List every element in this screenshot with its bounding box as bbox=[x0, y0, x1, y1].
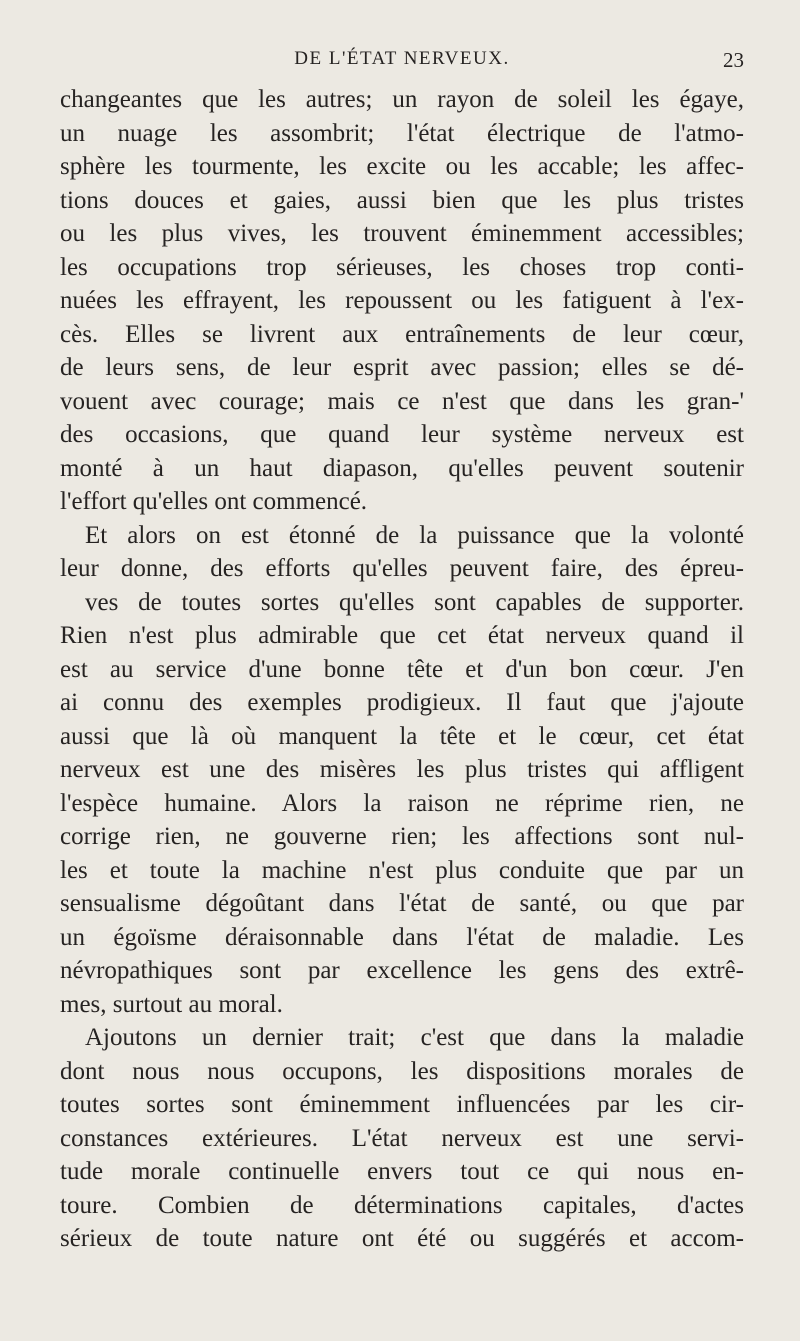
text-line: toutes sortes sont éminemment influencées par les cir- bbox=[60, 1091, 744, 1118]
text-line: sensualisme dégoûtant dans l'état de santé, ou que par bbox=[60, 890, 744, 917]
text-line: ai connu des exemples prodigieux. Il faut que j'ajoute bbox=[60, 689, 744, 716]
text-line: mes, surtout au moral. bbox=[60, 990, 283, 1018]
paragraph-start-line: Et alors on est étonné de la puissance que la volonté bbox=[85, 521, 744, 549]
text-line: toure. Combien de déterminations capitales, d'actes bbox=[60, 1191, 744, 1219]
page-number: 23 bbox=[723, 48, 744, 72]
text-line: Rien n'est plus admirable que cet état nerveux quand il bbox=[60, 622, 744, 649]
text-line: nerveux est une des misères les plus tristes qui affligent bbox=[60, 756, 744, 783]
body-text bbox=[60, 83, 744, 1256]
text-line: aussi que là où manquent la tête et le cœur, cet état bbox=[60, 722, 744, 750]
text-line: constances extérieures. L'état nerveux est une servi- bbox=[60, 1124, 744, 1152]
text-line: changeantes que les autres; un rayon de soleil les égaye, bbox=[60, 86, 744, 113]
text-line: cès. Elles se livrent aux entraînements de leur cœur, bbox=[60, 320, 744, 348]
text-line: un nuage les assombrit; l'état électrique de l'atmo- bbox=[60, 119, 744, 147]
text-line: un égoïsme déraisonnable dans l'état de maladie. Les bbox=[60, 923, 744, 951]
text-line: l'espèce humaine. Alors la raison ne réprime rien, ne bbox=[60, 789, 744, 817]
text-line: les occupations trop sérieuses, les choses trop conti- bbox=[60, 253, 744, 281]
text-line: des occasions, que quand leur système nerveux est bbox=[60, 421, 744, 448]
text-line: tude morale continuelle envers tout ce qui nous en- bbox=[60, 1158, 744, 1185]
text-line: sphère les tourmente, les excite ou les accable; les affec- bbox=[60, 153, 744, 180]
text-line: tions douces et gaies, aussi bien que les plus tristes bbox=[60, 186, 744, 214]
text-line: est au service d'une bonne tête et d'un bon cœur. J'en bbox=[60, 655, 744, 683]
text-line: nuées les effrayent, les repoussent ou les fatiguent à l'ex- bbox=[60, 287, 744, 314]
text-line: l'effort qu'elles ont commencé. bbox=[60, 488, 368, 515]
text-line: les et toute la machine n'est plus conduite que par un bbox=[60, 856, 744, 884]
text-line: leur donne, des efforts qu'elles peuvent faire, des épreu- bbox=[60, 555, 744, 582]
text-line: sérieux de toute nature ont été ou suggérés et accom- bbox=[60, 1225, 744, 1252]
text-line: dont nous nous occupons, les dispositions morales de bbox=[60, 1057, 744, 1085]
text-line: de leurs sens, de leur esprit avec passion; elles se dé- bbox=[60, 354, 744, 381]
text-line: monté à un haut diapason, qu'elles peuvent soutenir bbox=[60, 454, 744, 482]
text-line: ou les plus vives, les trouvent éminemment accessibles; bbox=[60, 220, 744, 247]
text-line: ves de toutes sortes qu'elles sont capables de supporter. bbox=[85, 588, 744, 616]
page-header bbox=[60, 48, 744, 78]
paragraph-start-line: Ajoutons un dernier trait; c'est que dans la maladie bbox=[85, 1024, 744, 1051]
text-line: névropathiques sont par excellence les gens des extrê- bbox=[60, 957, 744, 984]
running-title: DE L'ÉTAT NERVEUX. bbox=[294, 48, 510, 69]
text-line: vouent avec courage; mais ce n'est que dans les gran-' bbox=[60, 387, 744, 415]
text-line: corrige rien, ne gouverne rien; les affections sont nul- bbox=[60, 823, 744, 850]
